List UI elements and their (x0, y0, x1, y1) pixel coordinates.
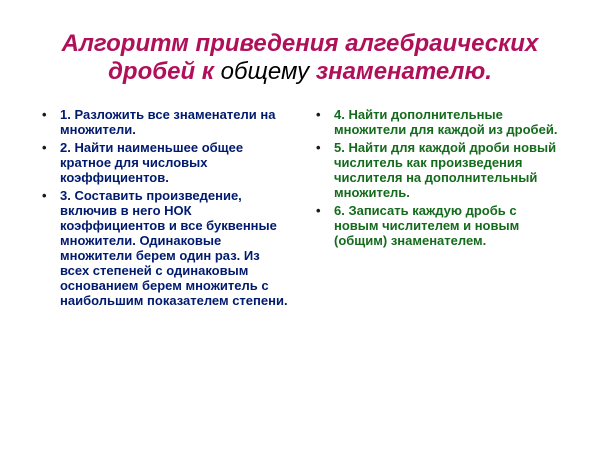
list-item (314, 203, 564, 248)
bullet-icon: • (316, 107, 321, 122)
bullet-icon: • (42, 140, 47, 155)
step-3-text: 3. Составить произведение, включив в него НОК коэффициентов и все буквенные множители. Одинаковые множители берем один раз. Из всех степеней с одинаковым основанием берем множитель с наибольшим показателем степени. (60, 188, 288, 308)
list-item (314, 107, 564, 137)
list-item (314, 140, 564, 200)
step-2-text: 2. Найти наименьшее общее кратное для числовых коэффициентов. (60, 140, 244, 185)
step-1-text: 1. Разложить все знаменатели на множители. (60, 107, 276, 137)
title-line-1: Алгоритм приведения алгебраических (61, 30, 539, 57)
title-line-2-start: дробей к (108, 58, 214, 85)
slide-title (0, 30, 600, 86)
list-item (40, 140, 290, 185)
list-item (40, 107, 290, 137)
step-4-text: 4. Найти дополнительные множители для каждой из дробей. (334, 107, 558, 137)
bullet-icon: • (42, 188, 47, 203)
list-item (40, 188, 290, 308)
bullet-icon: • (316, 140, 321, 155)
step-6-text: 6. Записать каждую дробь с новым числителем и новым (общим) знаменателем. (334, 203, 520, 248)
bullet-icon: • (42, 107, 47, 122)
step-5-text: 5. Найти для каждой дроби новый числитель как произведения числителя на дополнительный множитель. (334, 140, 557, 200)
title-line-2-end: знаменателю. (315, 58, 492, 85)
left-step-list (40, 107, 290, 311)
right-step-list (314, 107, 564, 251)
title-line-2-middle: общему (220, 58, 310, 85)
bullet-icon: • (316, 203, 321, 218)
